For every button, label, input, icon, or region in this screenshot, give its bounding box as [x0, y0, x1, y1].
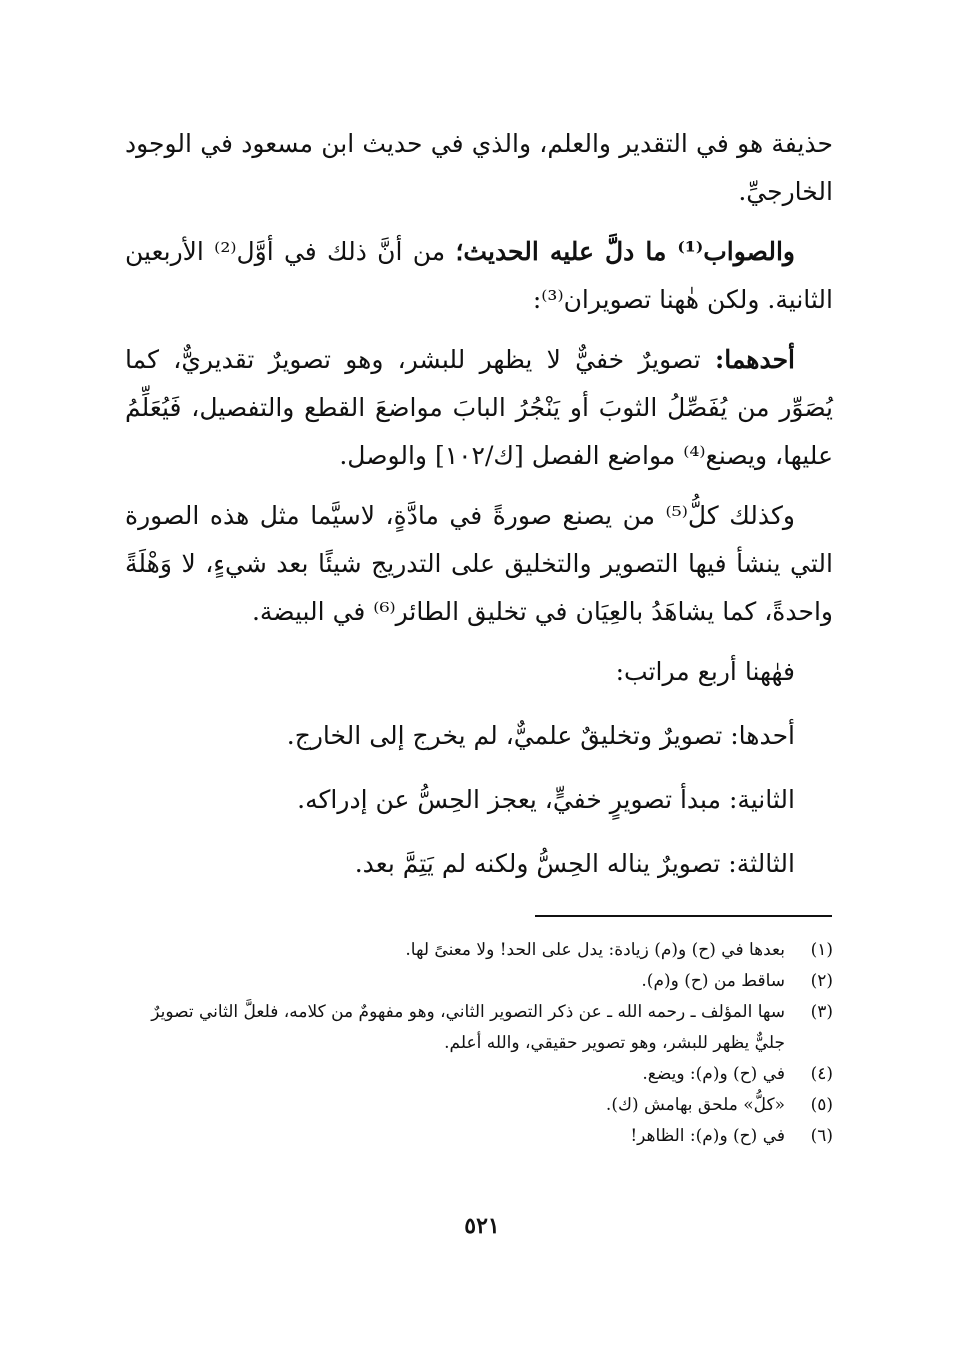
footnote-number: (٢): [810, 971, 833, 991]
footnotes: [125, 935, 833, 1152]
section-heading-text: فهٰهنا أربع مراتب:: [615, 657, 795, 686]
page-number: ٥٢١: [464, 1213, 500, 1239]
list-item-label: أحدها:: [730, 721, 795, 750]
paragraph-2-rest: من أنَّ ذلك في أوَّل⁽²⁾ الأربعين الثانية. ولكن هٰهنا تصويران⁽³⁾:: [125, 237, 833, 314]
list-item-text: مبدأ تصويرٍ خفيٍّ، يعجز الحِسُّ عن إدراكه.: [297, 785, 729, 814]
paragraph-3-bold: أحدهما:: [714, 345, 795, 374]
paragraph-4: وكذلك كلُّ⁽⁵⁾ من يصنع صورةً في مادَّةٍ، لاسيَّما مثل هذه الصورة التي ينشأ فيها التصوير والتخليق على التدريج شيئًا بعد شيءٍ، لا وَهْلَةً واحدةً، كما يشاهَدُ بالعِيَان في تخليق الطائر⁽⁶⁾ في البيضة.: [125, 501, 833, 626]
list-item-text: تصويرٌ وتخليقٌ علميٌّ، لم يخرج إلى الخارج.: [286, 721, 731, 750]
footnote-text: بعدها في (ح) و(م) زيادة: يدل على الحد! ولا معنىً لها.: [405, 940, 785, 960]
footnote-divider: [535, 915, 832, 917]
footnote-number: (٦): [810, 1126, 833, 1146]
list-item: [125, 776, 833, 824]
footnote: [125, 1090, 833, 1121]
footnote: [125, 1121, 833, 1152]
paragraph-2-bold: والصواب⁽¹⁾ ما دلَّ عليه الحديث؛: [455, 237, 795, 266]
main-text: [125, 120, 833, 904]
paragraph-3: [125, 336, 833, 480]
footnote-text: سها المؤلف ـ رحمه الله ـ عن ذكر التصوير الثاني، وهو مفهومٌ من كلامه، فلعلَّ الثاني تصويرٌ جليٌّ يظهر للبشر، وهو تصوير حقيقي، والله أعلم.: [151, 1002, 785, 1053]
list-item: [125, 712, 833, 760]
paragraph-3-rest: تصويرٌ خفيٌّ لا يظهر للبشر، وهو تصويرٌ تقديريٌّ، كما يُصَوِّر من يُفَصِّلُ الثوبَ أو يَنْجُرُ البابَ مواضعَ القطع والتفصيل، فَيُعَلِّمُ عليها، ويصنع⁽⁴⁾ مواضع الفصل [ك/١٠٢] والوصل.: [125, 345, 833, 470]
section-heading: [125, 648, 833, 696]
footnote: [125, 966, 833, 997]
footnote: [125, 935, 833, 966]
list-item-text: تصويرٌ يناله الحِسُّ ولكنه لم يَتِمَّ بعد.: [354, 849, 729, 878]
list-item-label: الثانية:: [728, 785, 795, 814]
list-item: [125, 840, 833, 888]
list-item-label: الثالثة:: [728, 849, 795, 878]
footnote-text: في (ح) و(م): ويضع.: [642, 1064, 785, 1084]
footnote-number: (١): [810, 940, 833, 960]
paragraph-1: حذيفة هو في التقدير والعلم، والذي في حديث ابن مسعود في الوجود الخارجيِّ.: [125, 129, 833, 206]
footnote-number: (٣): [810, 1002, 833, 1022]
footnote: [125, 997, 833, 1059]
footnote-text: «كلُّ» ملحق بهامش (ك).: [605, 1095, 785, 1115]
paragraph-2: [125, 228, 833, 324]
footnote-number: (٥): [810, 1095, 833, 1115]
footnote: [125, 1059, 833, 1090]
footnote-text: ساقط من (ح) و(م).: [641, 971, 785, 991]
footnote-text: في (ح) و(م): الظاهر!: [630, 1126, 785, 1146]
footnote-number: (٤): [810, 1064, 833, 1084]
